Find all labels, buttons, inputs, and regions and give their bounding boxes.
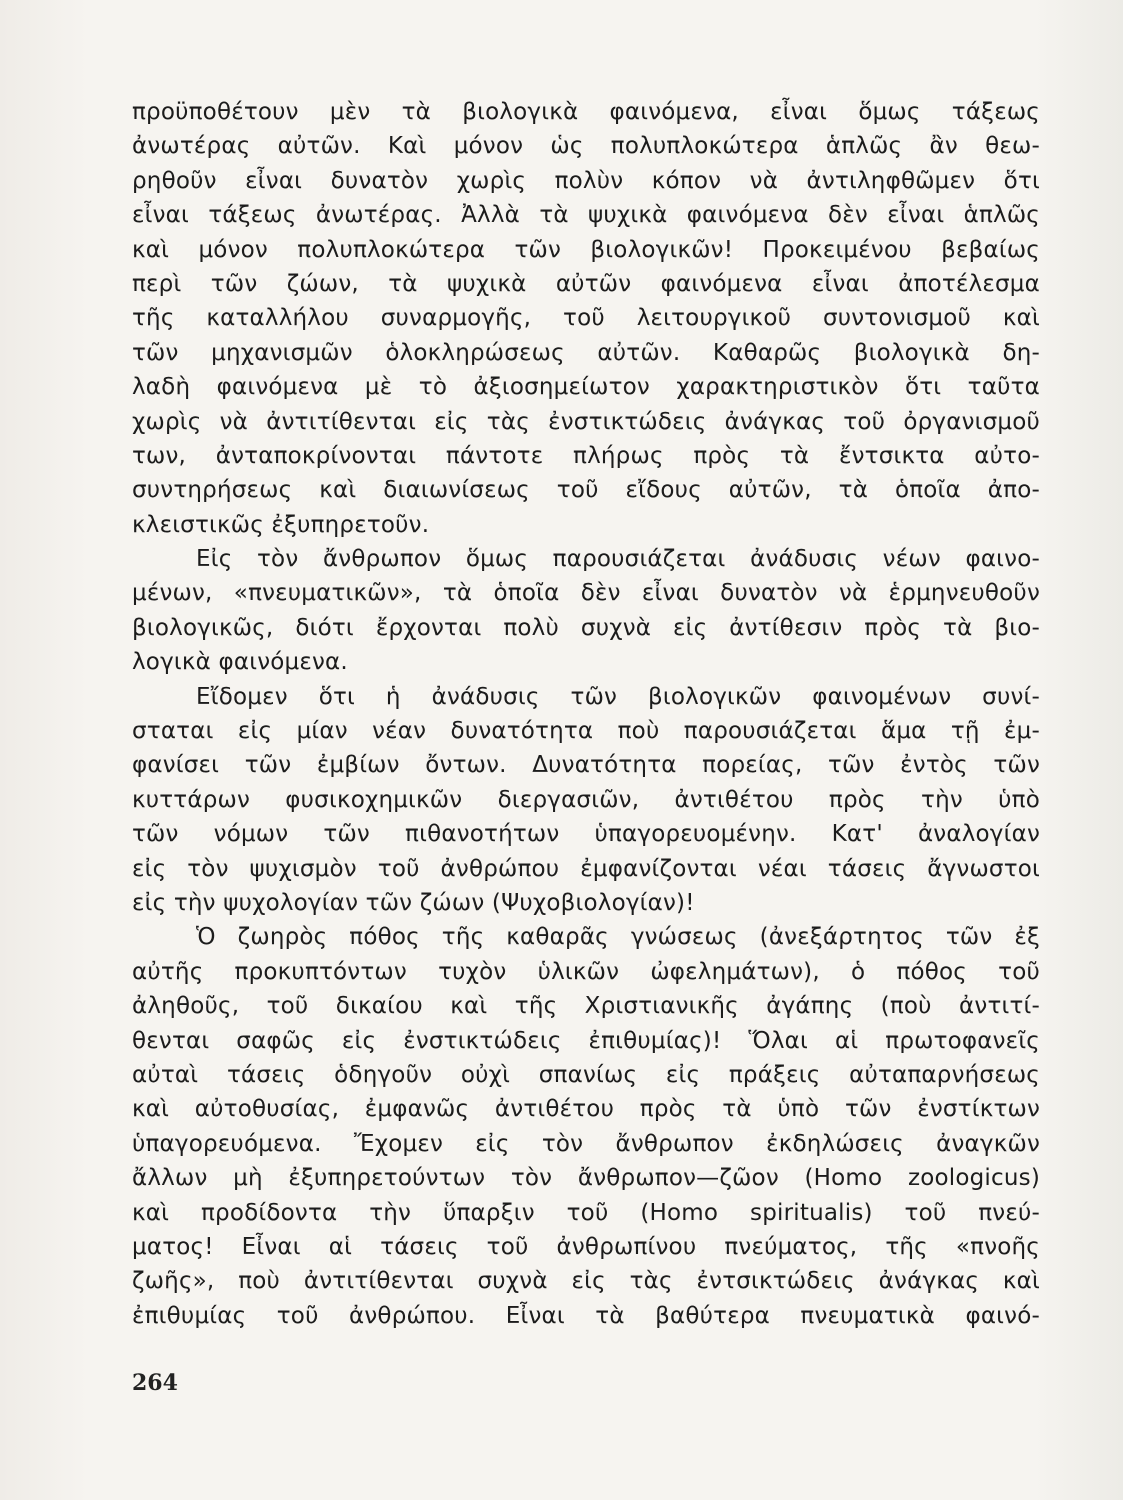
text-line: τῶν μηχανισμῶν ὁλοκληρώσεως αὐτῶν. Καθαρῶς βιολογικὰ δη-: [132, 339, 1040, 366]
text-line: καὶ αὐτοθυσίας, ἐμφανῶς ἀντιθέτου πρὸς τὰ ὑπὸ τῶν ἐνστίκτων: [132, 1096, 1040, 1123]
text-line: τῆς καταλλήλου συναρμογῆς, τοῦ λειτουργικοῦ συντονισμοῦ καὶ: [132, 305, 1040, 332]
text-line: λαδὴ φαινόμενα μὲ τὸ ἀξιοσημείωτον χαρακτηριστικὸν ὅτι ταῦτα: [132, 374, 1040, 401]
text-line: συντηρήσεως καὶ διαιωνίσεως τοῦ εἴδους αὐτῶν, τὰ ὁποῖα ἀπο-: [132, 477, 1040, 504]
text-line: μένων, «πνευματικῶν», τὰ ὁποῖα δὲν εἶναι δυνατὸν νὰ ἑρμηνευθοῦν: [132, 580, 1040, 607]
text-line: προϋποθέτουν μὲν τὰ βιολογικὰ φαινόμενα, εἶναι ὅμως τάξεως: [132, 99, 1040, 125]
text-line: περὶ τῶν ζώων, τὰ ψυχικὰ αὐτῶν φαινόμενα εἶναι ἀποτέλεσμα: [132, 270, 1040, 297]
text-line: αὐταὶ τάσεις ὁδηγοῦν οὐχὶ σπανίως εἰς πράξεις αὐταπαρνήσεως: [132, 1061, 1040, 1088]
text-line: χωρὶς νὰ ἀντιτίθενται εἰς τὰς ἐνστικτώδεις ἀνάγκας τοῦ ὀργανισμοῦ: [132, 408, 1040, 435]
text-line: εἰς τὴν ψυχολογίαν τῶν ζώων (Ψυχοβιολογίαν)!: [132, 889, 695, 916]
text-line: εἰς τὸν ψυχισμὸν τοῦ ἀνθρώπου ἐμφανίζονται νέαι τάσεις ἄγνωστοι: [132, 855, 1040, 882]
text-line: κλειστικῶς ἐξυπηρετοῦν.: [132, 511, 430, 538]
body-text: [132, 95, 1040, 1333]
text-line: ἀνωτέρας αὐτῶν. Καὶ μόνον ὡς πολυπλοκώτερα ἁπλῶς ἂν θεω-: [132, 133, 1040, 160]
text-line: θενται σαφῶς εἰς ἐνστικτώδεις ἐπιθυμίας)! Ὅλαι αἱ πρωτοφανεῖς: [132, 1027, 1040, 1054]
text-line: καὶ μόνον πολυπλοκώτερα τῶν βιολογικῶν! Προκειμένου βεβαίως: [132, 236, 1040, 263]
text-line: Ὁ ζωηρὸς πόθος τῆς καθαρᾶς γνώσεως (ἀνεξάρτητος τῶν ἐξ: [196, 924, 1040, 951]
text-line: βιολογικῶς, διότι ἔρχονται πολὺ συχνὰ εἰς ἀντίθεσιν πρὸς τὰ βιο-: [132, 614, 1040, 641]
text-line: καὶ προδίδοντα τὴν ὕπαρξιν τοῦ (Homo spiritualis) τοῦ πνεύ-: [132, 1199, 1040, 1226]
text-line: ἀληθοῦς, τοῦ δικαίου καὶ τῆς Χριστιανικῆς ἀγάπης (ποὺ ἀντιτί-: [132, 993, 1040, 1020]
text-line: ζωῆς», ποὺ ἀντιτίθενται συχνὰ εἰς τὰς ἐντσικτώδεις ἀνάγκας καὶ: [132, 1268, 1040, 1295]
text-line: των, ἀνταποκρίνονται πάντοτε πλήρως πρὸς τὰ ἔντσικτα αὐτο-: [132, 442, 1040, 469]
text-line: ρηθοῦν εἶναι δυνατὸν χωρὶς πολὺν κόπον νὰ ἀντιληφθῶμεν ὅτι: [132, 167, 1040, 194]
text-line: φανίσει τῶν ἐμβίων ὄντων. Δυνατότητα πορείας, τῶν ἐντὸς τῶν: [132, 752, 1040, 779]
text-line: ἐπιθυμίας τοῦ ἀνθρώπου. Εἶναι τὰ βαθύτερα πνευματικὰ φαινό-: [132, 1302, 1040, 1329]
text-line: ὑπαγορευόμενα. Ἔχομεν εἰς τὸν ἄνθρωπον ἐκδηλώσεις ἀναγκῶν: [132, 1130, 1040, 1157]
text-line: Εἰς τὸν ἄνθρωπον ὅμως παρουσιάζεται ἀνάδυσις νέων φαινο-: [196, 546, 1040, 573]
text-line: τῶν νόμων τῶν πιθανοτήτων ὑπαγορευομένην. Κατ' ἀναλογίαν: [132, 821, 1040, 848]
page-number: 264: [132, 1370, 178, 1396]
text-line: αὐτῆς προκυπτόντων τυχὸν ὑλικῶν ὠφελημάτων), ὁ πόθος τοῦ: [132, 958, 1040, 985]
text-line: λογικὰ φαινόμενα.: [132, 649, 348, 676]
text-line: ἄλλων μὴ ἐξυπηρετούντων τὸν ἄνθρωπον—ζῶον (Homo zoologicus): [132, 1165, 1040, 1192]
text-line: σταται εἰς μίαν νέαν δυνατότητα ποὺ παρουσιάζεται ἅμα τῇ ἐμ-: [132, 718, 1040, 745]
text-line: ματος! Εἶναι αἱ τάσεις τοῦ ἀνθρωπίνου πνεύματος, τῆς «πνοῆς: [132, 1233, 1040, 1260]
text-line: κυττάρων φυσικοχημικῶν διεργασιῶν, ἀντιθέτου πρὸς τὴν ὑπὸ: [132, 786, 1040, 813]
text-line: Εἴδομεν ὅτι ἡ ἀνάδυσις τῶν βιολογικῶν φαινομένων συνί-: [196, 683, 1040, 710]
text-line: εἶναι τάξεως ἀνωτέρας. Ἀλλὰ τὰ ψυχικὰ φαινόμενα δὲν εἶναι ἁπλῶς: [132, 202, 1040, 229]
